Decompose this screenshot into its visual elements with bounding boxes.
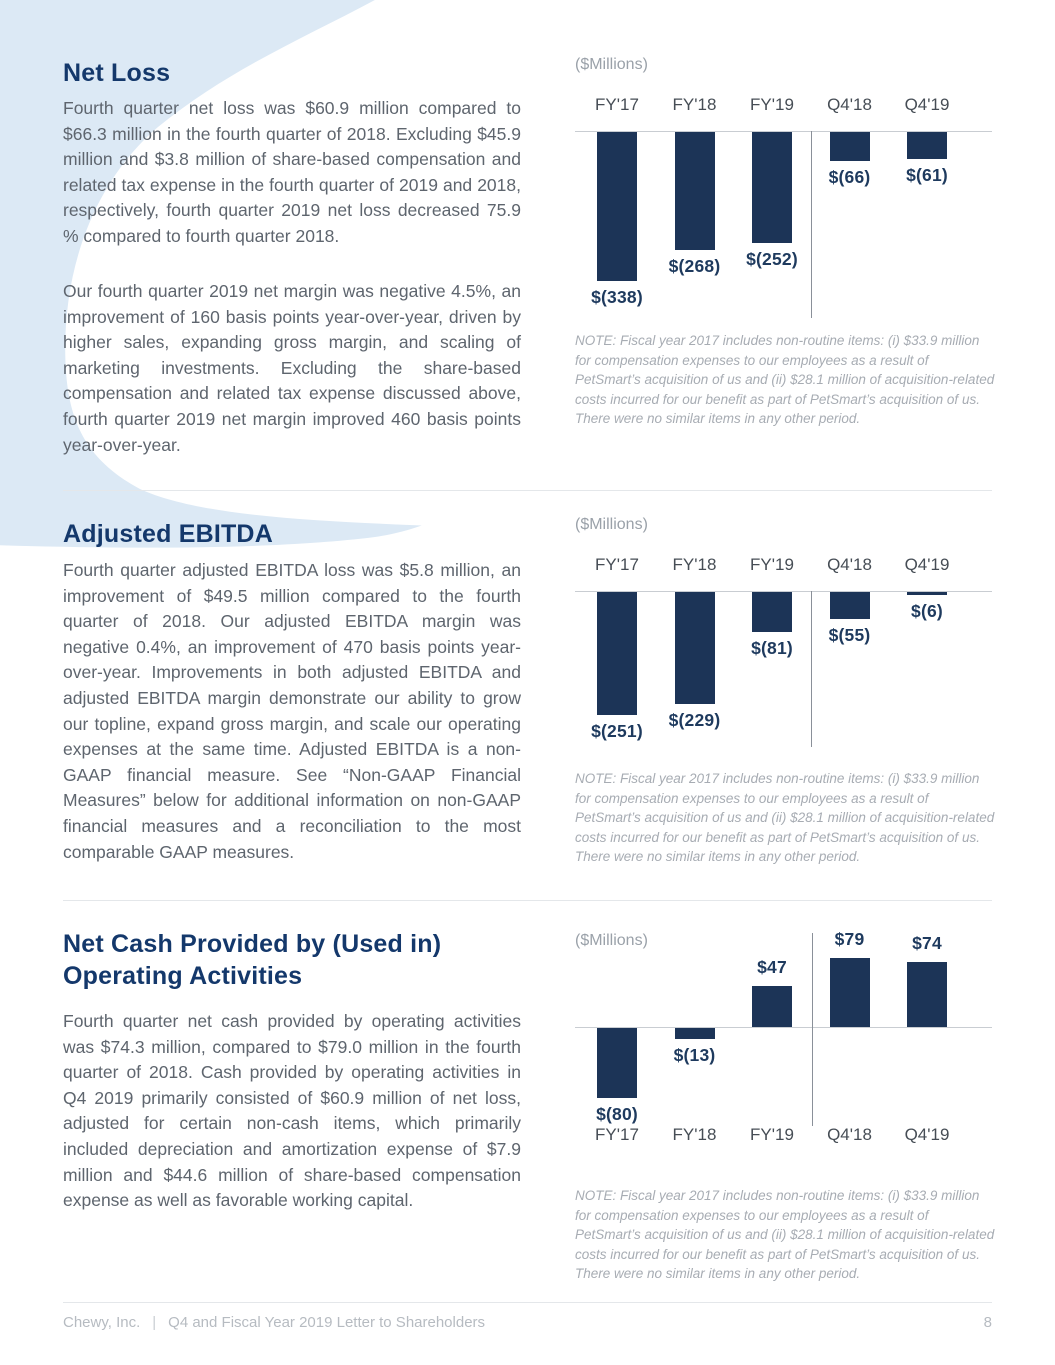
net-cash-bar-chart [575,920,992,1172]
category-label: Q4'19 [904,95,950,114]
net-loss-paragraph-2: Our fourth quarter 2019 net margin was negative 4.5%, an improvement of 160 basis points year-over-year, driven by higher sales, expanding gross margin, and scaling of marketing investments. Excluding the share-based compensation and related tax expense discussed above, fourth quarter 2019 net margin improved 460 basis points year-over-year. [63,281,521,455]
section-divider [63,490,992,491]
category-label: FY'17 [595,1125,639,1144]
chart-baseline [575,1027,992,1028]
section-heading-net-cash: Net Cash Provided by (Used in) Operating Activities [63,930,442,990]
category-label: Q4'19 [904,1125,950,1144]
bar-value-label: $74 [912,933,942,953]
chart-units-label: ($Millions) [575,516,648,533]
net-cash-paragraph: Fourth quarter net cash provided by operating activities was $74.3 million, compared to $79.0 million in the fourth quarter of 2018. Cash provided by operating activities in Q4 2019 primarily consisted of $60.9 million of net loss, adjusted for certain non-cash items, which primarily included depreciation and amortization expense of $7.9 million and $44.6 million of share-based compensation expense as well as favorable working capital. [63,1011,521,1211]
chart-group-divider [811,131,812,318]
bar [597,592,637,715]
bar-value-label: $47 [757,957,787,977]
footer-company: Chewy, Inc. [63,1314,141,1331]
net-loss-paragraph-1: Fourth quarter net loss was $60.9 million compared to $66.3 million in the fourth quarter of 2018. Excluding $45.9 million and $3.8 million of share-based compensation and related tax expense in the fourth quarter of 2019 and 2018, respectively, fourth quarter 2019 net loss decreased 75.9 % compared to fourth quarter 2018. [63,98,521,246]
footer [63,1314,485,1331]
section-heading-net-loss: Net Loss [63,59,171,87]
category-label: FY'19 [750,1125,794,1144]
footer-separator: | [152,1314,157,1331]
chart-note: NOTE: Fiscal year 2017 includes non-routine items: (i) $33.9 million for compensation expenses to our employees as a result of PetSmart’s acquisition of us and (ii) $28.1 million of acquisition-related costs incurred for our benefit as part of PetSmart’s acquisition of us. There were no similar items in any other period. [575,771,995,864]
bar [907,592,947,595]
bar-value-label: $(229) [668,710,721,730]
bar [752,132,792,243]
category-label: Q4'19 [904,555,950,574]
category-label: FY'18 [672,95,717,114]
bar [907,962,947,1027]
bar [830,592,870,619]
net-loss-bar-chart [575,85,992,337]
footer-divider [63,1302,992,1303]
category-label: FY'17 [595,95,639,114]
bar-value-label: $(6) [911,601,943,621]
chart-note: NOTE: Fiscal year 2017 includes non-routine items: (i) $33.9 million for compensation expenses to our employees as a result of PetSmart’s acquisition of us and (ii) $28.1 million of acquisition-related costs incurred for our benefit as part of PetSmart’s acquisition of us. There were no similar items in any other period. [575,1188,995,1281]
category-label: FY'18 [672,1125,717,1144]
chart-units-label: ($Millions) [575,56,648,73]
section-heading-adjusted-ebitda: Adjusted EBITDA [63,520,273,548]
category-label: FY'17 [595,555,639,574]
category-label: FY'19 [750,555,794,574]
bar [597,1028,637,1098]
bar-value-label: $(251) [591,721,643,741]
page-number: 8 [983,1314,992,1331]
bar [752,986,792,1027]
bar [675,592,715,704]
bar [752,592,792,632]
bar-value-label: $(252) [746,249,798,269]
bar-value-label: $(80) [596,1104,638,1124]
bar [830,958,870,1027]
adjusted-ebitda-paragraph: Fourth quarter adjusted EBITDA loss was $5.8 million, an improvement of $49.5 million compared to the fourth quarter of 2018. Our adjusted EBITDA margin was negative 0.4%, an improvement of 470 basis points year-over-year. Improvements in both adjusted EBITDA and adjusted EBITDA margin demonstrate our ability to grow our topline, expand gross margin, and scale our operating expenses at the same time. Adjusted EBITDA is a non-GAAP financial measure. See “Non-GAAP Financial Measures” below for additional information on non-GAAP financial measures and a reconciliation to the most comparable GAAP measures. [63,560,521,862]
footer-title: Q4 and Fiscal Year 2019 Letter to Shareholders [168,1314,486,1331]
bar [907,132,947,159]
bar-value-label: $79 [834,929,865,949]
adjusted-ebitda-bar-chart [575,545,992,770]
bar-value-label: $(55) [828,625,871,645]
bar-value-label: $(61) [906,165,948,185]
section-divider [63,900,992,901]
bar [830,132,870,161]
category-label: Q4'18 [827,555,872,574]
category-label: Q4'18 [827,1125,872,1144]
bar [597,132,637,281]
bar [675,132,715,250]
chart-group-divider [811,591,812,747]
bar [675,1028,715,1039]
bar-value-label: $(66) [828,167,871,187]
category-label: Q4'18 [827,95,872,114]
category-label: FY'19 [750,95,794,114]
category-label: FY'18 [672,555,717,574]
chart-note: NOTE: Fiscal year 2017 includes non-routine items: (i) $33.9 million for compensation expenses to our employees as a result of PetSmart’s acquisition of us and (ii) $28.1 million of acquisition-related costs incurred for our benefit as part of PetSmart’s acquisition of us. There were no similar items in any other period. [575,333,995,426]
bar-value-label: $(13) [673,1045,716,1065]
bar-value-label: $(268) [668,256,721,276]
bar-value-label: $(338) [591,287,643,307]
chart-units-label: ($Millions) [575,932,648,949]
bar-value-label: $(81) [751,638,793,658]
